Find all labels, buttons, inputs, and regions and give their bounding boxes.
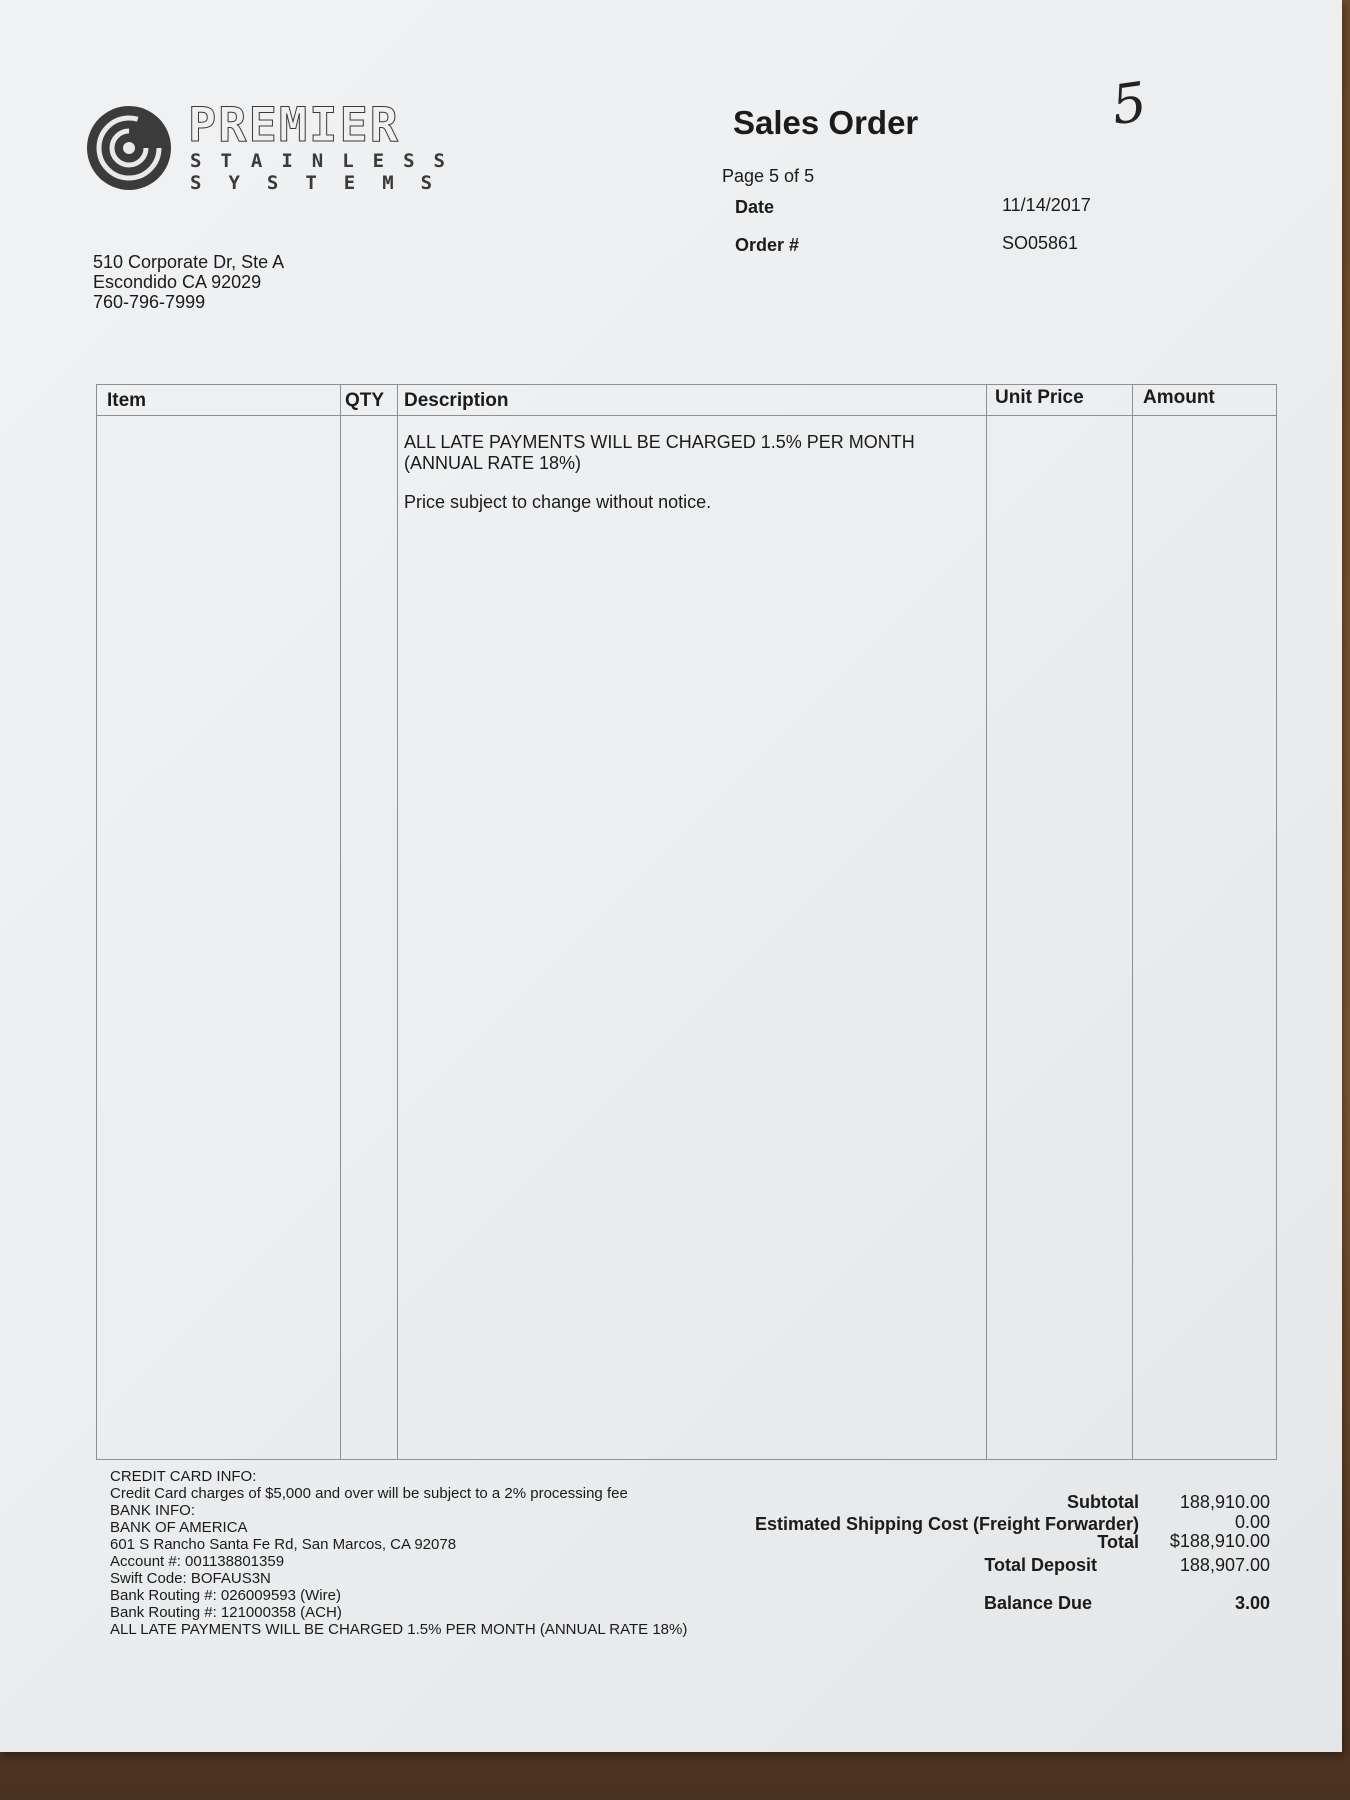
company-address-line2: Escondido CA 92029 [93,272,262,292]
date-value: 11/14/2017 [1002,195,1091,215]
line-items-table [96,384,1277,1460]
shipping-value: 0.00 [1234,1512,1270,1532]
total-deposit-value: 188,907.00 [1179,1555,1270,1575]
company-logo-icon [80,102,178,194]
header-amount: Amount [1143,387,1215,408]
logo-subline-stainless: STAINLESS [190,150,464,172]
balance-due-label: Balance Due [983,1593,1092,1613]
table-header-divider [97,415,1276,416]
description-line-price-notice: Price subject to change without notice. [404,492,712,512]
document-title: Sales Order [733,104,919,141]
page-indicator: Page 5 of 5 [722,166,815,186]
footer-bank-name: BANK OF AMERICA [110,1519,248,1536]
header-qty: QTY [345,390,385,411]
footer-routing-wire: Bank Routing #: 026009593 (Wire) [110,1587,341,1604]
subtotal-label: Subtotal [1067,1492,1139,1512]
footer-bank-heading: BANK INFO: [110,1502,196,1519]
total-value: $188,910.00 [1169,1531,1270,1551]
column-divider-amount [1132,385,1133,1459]
description-line-late-payment: ALL LATE PAYMENTS WILL BE CHARGED 1.5% PER MONTH [404,432,915,452]
column-divider-qty [340,385,341,1459]
balance-due-value: 3.00 [1234,1593,1270,1613]
logo-subline-systems: SYSTEMS [190,172,460,194]
order-number-value: SO05861 [1002,233,1079,253]
total-deposit-label: Total Deposit [984,1555,1097,1575]
header-description: Description [404,390,509,411]
footer-bank-address: 601 S Rancho Santa Fe Rd, San Marcos, CA 92078 [110,1536,457,1553]
footer-credit-card-heading: CREDIT CARD INFO: [110,1468,257,1485]
description-line-annual-rate: (ANNUAL RATE 18%) [404,453,582,473]
footer-account-number: Account #: 001138801359 [110,1553,285,1570]
company-phone: 760-796-7999 [93,292,206,312]
company-address-line1: 510 Corporate Dr, Ste A [93,252,285,272]
column-divider-description [397,385,398,1459]
shipping-label: Estimated Shipping Cost (Freight Forwarder) [754,1514,1139,1534]
footer-late-payment-note: ALL LATE PAYMENTS WILL BE CHARGED 1.5% PER MONTH (ANNUAL RATE 18%) [110,1621,688,1638]
column-divider-unit-price [986,385,987,1459]
logo-wordmark: PREMIER [188,98,401,153]
handwritten-page-mark: 5 [1107,69,1151,138]
subtotal-value: 188,910.00 [1179,1492,1270,1512]
order-number-label: Order # [735,235,800,255]
total-label: Total [1097,1532,1139,1552]
header-unit-price: Unit Price [995,387,1084,408]
footer-swift-code: Swift Code: BOFAUS3N [110,1570,271,1587]
footer-processing-fee: Credit Card charges of $5,000 and over will be subject to a 2% processing fee [110,1485,628,1502]
date-label: Date [735,197,775,217]
footer-routing-ach: Bank Routing #: 121000358 (ACH) [110,1604,342,1621]
header-item: Item [107,390,147,411]
